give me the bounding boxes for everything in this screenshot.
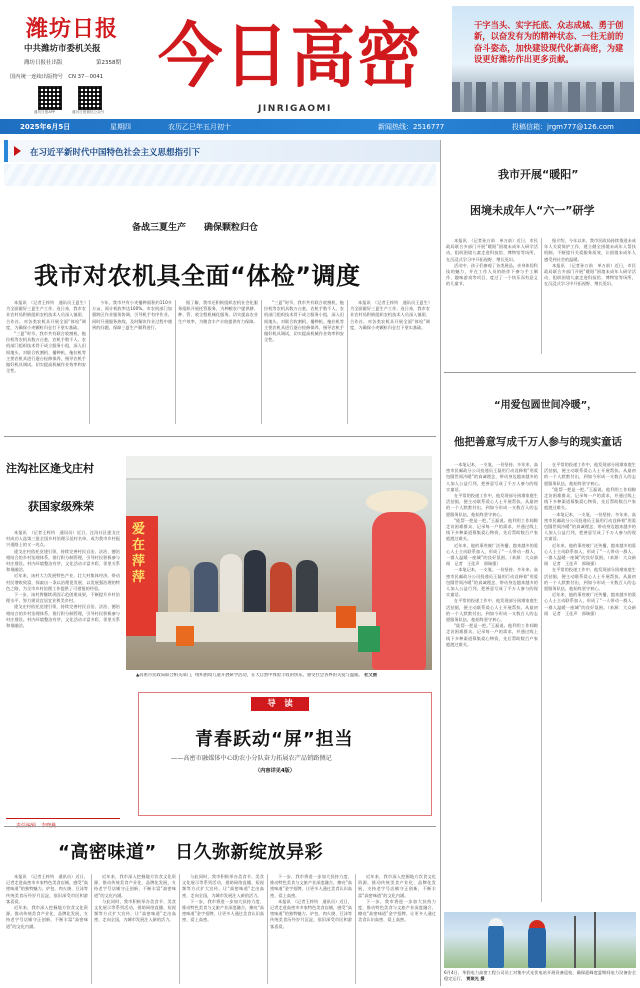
publisher: 中共潍坊市委机关报 — [24, 44, 101, 54]
dateline-weekday: 星期四 — [110, 123, 131, 131]
slogan-text: 干字当头、实字托底、众志成城、勇于创新，以奋发有为的精神状态、一往无前的奋斗姿态，加快建设现代化新高密，为建设更好潍坊作出更多贡献。 — [474, 20, 624, 65]
paragraph: 近年来，我市深入挖掘地方饮食文化资源，推动传统美食产业化、品牌化发展，支持老字号店铺守正创新，不断丰富“高密味道”的文化内涵。 — [358, 874, 436, 898]
section-rule — [4, 436, 436, 437]
banner-icon — [14, 146, 21, 156]
photo-caption — [136, 673, 428, 687]
paragraph: 据了解，我市还积极组织农机社会化服务组织开展托管服务，为种粮农户提供耕、种、管、收全程机械化服务，切实提高农业生产效率，为粮食丰产丰收提供有力保障。 — [178, 300, 258, 324]
paragraph: 近年来，他的事迹被广泛传播，越来越多的爱心人士主动联系加入，形成了“一人带动一群人、一群人温暖一座城”的良好氛围。（来源：大众新闻 记者 王佳声 郭瑞强） — [446, 542, 538, 567]
paragraph: 近年来，他的事迹被广泛传播，越来越多的爱心人士主动联系加入，形成了“一人带动一群人、一群人温暖一座城”的良好氛围。（来源：大众新闻 记者 王佳声 郭瑞强） — [544, 592, 636, 616]
column-rule — [541, 462, 542, 902]
publisher-2: 潍坊日报社出版 — [24, 60, 63, 66]
paper-title: 今日高密 — [158, 14, 423, 97]
paragraph: 本报讯 （记者王梓钧 通讯员）近日，记者走进高密市多家特色美食店铺，感受“高密味道”的独特魅力。炉包、肉火烧、豆沫等传统美食历经岁月沉淀，依旧深受市民和游客喜爱。 — [6, 874, 88, 904]
issue-number: 第2358期 — [96, 60, 121, 66]
paragraph: “能帮一把是一把。”王磊说。他利用工作间隙走访困难群众，记录每一户的需求，并通过线上线下多种渠道募集爱心物资，先后帮助数百户家庭渡过难关。 — [446, 623, 538, 647]
cn-number: 国内统一连续出版物号 CN 37－0041 — [10, 74, 104, 80]
paragraph: “三夏”时节，我市共有联合收割机、拖拉机等农机具数万台套，农机手数千人。农机部门组织技术骨干成立服务小组，深入田间地头，对联合收割机、播种机、拖拉机等主要农机具进行逐台检修保养，指导农机手做好机具调试，切实提高机械作业效率和安全性。 — [6, 331, 86, 374]
vertical-divider — [440, 140, 441, 986]
guide-page-ref: （内容详见4版） — [255, 768, 295, 774]
paragraph: “能帮一把是一把。”王磊说。他利用工作间隙走访困难群众，记录每一户的需求，并通过线上线下多种渠道募集爱心物资，先后帮助数百户家庭渡过难关。 — [446, 517, 538, 542]
paragraph: 逄戈庄村依托党建引领，持续完善村民自治、法治、德治相结合的乡村治理体系，推行积分制管理，引导村民积极参与村庄建设。村内环境整洁有序，文化活动丰富多彩，邻里关系和谐融洽。 — [6, 548, 120, 573]
dateline-date: 2025年6月5日 — [20, 123, 71, 131]
love-body-col-1 — [446, 462, 538, 910]
lead-kicker: 备战三夏生产 确保颗粒归仓 — [132, 223, 259, 233]
paragraph: 下一步，该村将继续巩固示范创建成果，不断提升乡村治理水平，努力建设宜居宜业和美乡村。 — [6, 592, 120, 604]
flavor-body-col-1 — [6, 874, 88, 986]
column-rule — [541, 238, 542, 354]
dateline-hotline: 新闻热线：2516777 — [378, 123, 445, 131]
bucket — [336, 606, 356, 628]
sun-hat — [366, 490, 428, 514]
helmet — [529, 920, 545, 928]
paper-pinyin: JINRIGAOMI — [258, 104, 332, 114]
harvest-photo — [126, 456, 432, 670]
paragraph: 本报讯 （记者王梓钧 通讯员）近日，记者走进高密市多家特色美食店铺，感受“高密味道”的独特魅力。炉包、肉火烧、豆沫等传统美食历经岁月沉淀，依旧深受市民和游客喜爱。 — [270, 898, 352, 929]
paragraph: 一本笔记本，一支笔，一份坚持。多年来，高密市民邮政分公司投递员王磊用行动诠释着“用爱包圆世间冷暖”的真诚理念，带动身边越来越多的人加入公益行列，把善意写成了千万人参与的现实童话。 — [446, 567, 538, 598]
column-rule — [347, 300, 348, 424]
photo-credit: 社文摄 — [364, 673, 378, 678]
warm-body-col-1 — [446, 238, 538, 358]
masthead — [0, 0, 640, 118]
crate — [358, 626, 380, 652]
flavor-body-col-2 — [94, 874, 176, 986]
flavor-body-col-3 — [182, 874, 264, 986]
paragraph: 今年，我市共有小麦播种面积约110多万亩，预计机收率达100%。市农机部门加强跨区作业服务协调，引导机手有序作业。同时开通服务热线，及时解决作业过程中遇到的问题，保障三夏生产顺利进行。 — [92, 300, 172, 330]
qr-code-app[interactable] — [38, 86, 62, 110]
paragraph: 一本笔记本，一支笔，一份坚持。多年来，高密市民邮政分公司投递员王磊用行动诠释着“用爱包圆世间冷暖”的真诚理念，带动身边越来越多的人加入公益行列，把善意写成了千万人参与的现实童话。 — [544, 511, 636, 542]
theme-banner — [4, 140, 440, 162]
photo-caption-text: ▲高密市民政局联合相关部门，组织困境儿童开展研学活动，在大自然中体验丰收的快乐，感受社会各界的关爱与温暖。 — [136, 673, 363, 678]
paragraph: 近年来，我市深入挖掘地方饮食文化资源，推动传统美食产业化、品牌化发展，支持老字号店铺守正创新，不断丰富“高密味道”的文化内涵。 — [94, 874, 176, 898]
canopy — [126, 456, 432, 480]
column-rule — [175, 300, 176, 424]
worker-figure — [528, 924, 546, 968]
warm-body-col-2 — [544, 238, 636, 358]
paragraph: 据介绍，今年以来，我市民政局持续推进未成年人关爱保护工作，建立健全困境未成年人帮扶机制，不断提升关爱服务质效，让困境未成年人感受到社会的温暖。 — [544, 238, 636, 262]
paragraph: 本报讯 （记者王梓钧 通讯员王夏生）为全面做好三夏生产工作，连日来，我市农业农村局积极组织农机技术人员深入镇街、合作社，对各类农机具开展全面“体检”调度，为确保小麦颗粒归仓打下坚实基础。 — [6, 300, 86, 330]
qr-code-wechat[interactable] — [78, 86, 102, 110]
banner-text: 在习近平新时代中国特色社会主义思想指引下 — [30, 148, 201, 158]
paragraph: “三夏”时节，我市共有联合收割机、拖拉机等农机具数万台套，农机手数千人。农机部门组织技术骨干成立服务小组，深入田间地头，对联合收割机、播种机、拖拉机等主要农机具进行逐台检修保养，指导农机手做好机具调试，切实提高机械作业效率和安全性。 — [264, 300, 344, 343]
qr-label-app: 潍坊日报APP — [34, 110, 56, 114]
village-headline-1: 注沟社区逄戈庄村 — [6, 462, 94, 475]
qr-label-wechat: 潍坊日报微信公众号 — [72, 110, 105, 114]
paragraph: 逄戈庄村依托党建引领，持续完善村民自治、法治、德治相结合的乡村治理体系，推行积分制管理，引导村民积极参与村庄建设。村内环境整洁有序，文化活动丰富多彩，邻里关系和谐融洽。 — [6, 604, 120, 629]
paragraph: 本报讯 （记者孙万前 单万前）近日，市民政局联合多部门开展“暖阳”困境未成年人研学活动，组织困境儿童走进科技馆、博物馆等场所，在沉浸式学习中开拓视野、增长见识。 — [446, 238, 538, 262]
love-body-col-2 — [544, 462, 636, 910]
warm-kicker: 我市开展“暖阳” — [498, 168, 579, 181]
woman-figure — [372, 512, 426, 670]
column-rule — [261, 300, 262, 424]
bucket — [176, 626, 194, 646]
column-rule — [355, 874, 356, 984]
paragraph: 一本笔记本，一支笔，一份坚持。多年来，高密市民邮政分公司投递员王磊用行动诠释着“用爱包圆世间冷暖”的真诚理念，带动身边越来越多的人加入公益行列，把善意写成了千万人参与的现实童话。 — [446, 462, 538, 492]
worker-figure — [488, 922, 504, 968]
editor-credit — [6, 818, 120, 831]
flavor-headline: “高密味道” 日久弥新绽放异彩 — [58, 842, 324, 863]
paragraph: 活动中，孩子们参观了各类展品，亲身体验科技的魅力，并在工作人员的陪伴下参与手工制作、趣味游戏等项目，度过了一个快乐而有意义的儿童节。 — [446, 262, 538, 287]
paragraph: “能帮一把是一把。”王磊说。他利用工作间隙走访困难群众，记录每一户的需求，并通过线上线下多种渠道募集爱心物资，先后帮助数百户家庭渡过难关。 — [544, 486, 636, 511]
column-rule — [89, 300, 90, 424]
guide-subhead: ——高密市融媒体中心助农小分队奋力拓展农产品销路侧记 — [171, 755, 332, 762]
lead-body-col-2 — [92, 300, 172, 430]
dateline-bar — [0, 119, 640, 134]
paragraph: 在平常的投递工作中，他发现部分困难家庭生活拮据，便主动联系爱心人士开展帮扶。从最初的一个人默默付出，到如今形成一支数百人的志愿服务队伍，他始终坚守初心。 — [446, 493, 538, 517]
paragraph: 下一步，我市将进一步加大扶持力度，推动特色美食与文旅产业深度融合，擦亮“高密味道”金字招牌，让更多人通过美食认识高密、爱上高密。 — [182, 898, 264, 923]
flavor-body-col-4 — [270, 874, 352, 986]
paragraph: 与此同时，我市积极举办美食节、美食文化展示等系列活动，借助网络直播、短视频等方式扩大宣传，让“高密味道”走出高密、走向全国，为城市发展注入新的活力。 — [182, 874, 264, 898]
paragraph: 本报讯 （记者王梓钧 通讯员王夏生）为全面做好三夏生产工作，连日来，我市农业农村局积极组织农机技术人员深入镇街、合作社，对各类农机具开展全面“体检”调度，为确保小麦颗粒归仓打下坚实基础。 — [350, 300, 430, 330]
paragraph: 下一步，我市将进一步加大扶持力度，推动特色美食与文旅产业深度融合，擦亮“高密味道”金字招牌，让更多人通过美食认识高密、爱上高密。 — [358, 898, 436, 923]
paragraph: 近年来，该村大力发展特色产业，壮大村集体经济，带动村民增收致富，探索出一条以治理促发展、以发展强治理的特色之路，为全市乡村治理工作提供了可借鉴的经验。 — [6, 573, 120, 591]
paragraph: 在平常的投递工作中，他发现部分困难家庭生活拮据，便主动联系爱心人士开展帮扶。从最初的一个人默默付出，到如今形成一支数百人的志愿服务队伍，他始终坚守初心。 — [544, 567, 636, 592]
lead-headline: 我市对农机具全面“体检”调度 — [34, 262, 361, 290]
paragraph: 近年来，他的事迹被广泛传播，越来越多的爱心人士主动联系加入，形成了“一人带动一群人、一群人温暖一座城”的良好氛围。（来源：大众新闻 记者 王佳声 郭瑞强） — [544, 542, 636, 567]
slogan-box — [452, 6, 634, 112]
lead-body-col-1 — [6, 300, 86, 430]
power-caption — [444, 970, 636, 986]
village-body — [6, 530, 120, 814]
column-rule — [179, 874, 180, 984]
column-rule — [91, 874, 92, 984]
paragraph: 近年来，我市深入挖掘地方饮食文化资源，推动传统美食产业化、品牌化发展，支持老字号店铺守正创新，不断丰富“高密味道”的文化内涵。 — [6, 905, 88, 929]
power-photo — [444, 912, 636, 968]
paragraph: 下一步，我市将进一步加大扶持力度，推动特色美食与文旅产业深度融合，擦亮“高密味道”金字招牌，让更多人通过美食认识高密、爱上高密。 — [270, 874, 352, 898]
guide-box[interactable] — [138, 692, 432, 816]
village-headline-2: 获国家级殊荣 — [28, 500, 94, 513]
sign-text: 爱在萍萍 — [132, 522, 146, 585]
paragraph: 本报讯 （记者王梓钧 通讯员）近日，注沟社区逄戈庄村成功入选第三批全国乡村治理示范村名单，成为我市乡村振兴道路上的又一亮点。 — [6, 530, 120, 548]
power-tower — [574, 916, 576, 968]
guide-label: 导 读 — [251, 697, 309, 711]
power-credit: 贾聚光 摄 — [466, 975, 485, 981]
paragraph: 与此同时，我市积极举办美食节、美食文化展示等系列活动，借助网络直播、短视频等方式扩大宣传，让“高密味道”走出高密、走向全国，为城市发展注入新的活力。 — [94, 898, 176, 923]
section-rule — [444, 372, 636, 373]
love-headline: 他把善意写成千万人参与的现实童话 — [454, 436, 622, 448]
dateline-lunar: 农历乙巳年五月初十 — [168, 123, 231, 131]
lead-body-col-3 — [178, 300, 258, 430]
love-kicker: “用爱包圆世间冷暖”， — [494, 400, 598, 411]
helmet — [489, 918, 503, 926]
dateline-email: 投稿信箱：jrgm777@126.com — [512, 123, 614, 131]
paragraph: 在平常的投递工作中，他发现部分困难家庭生活拮据，便主动联系爱心人士开展帮扶。从最初的一个人默默付出，到如今形成一支数百人的志愿服务队伍，他始终坚守初心。 — [446, 598, 538, 623]
paragraph: 在平常的投递工作中，他发现部分困难家庭生活拮据，便主动联系爱心人士开展帮扶。从最初的一个人默默付出，到如今形成一支数百人的志愿服务队伍，他始终坚守初心。 — [544, 462, 636, 486]
column-rule — [267, 874, 268, 984]
lead-body-col-4 — [264, 300, 344, 430]
section-rule — [4, 826, 436, 827]
power-caption-text: 6月4日，华润电力高密工程公司员工对集中式光伏电站开展设备巡检，确保迎峰度夏期间电力设备安全稳定运行。 — [444, 970, 636, 981]
paragraph: 本报讯 （记者孙万前 单万前）近日，市民政局联合多部门开展“暖阳”困境未成年人研学活动，组织困境儿童走进科技馆、博物馆等场所，在沉浸式学习中开拓视野、增长见识。 — [544, 262, 636, 287]
power-tower — [594, 912, 596, 968]
banner-decor — [4, 164, 436, 186]
warm-headline: 困境未成年人“六一”研学 — [470, 204, 595, 217]
flavor-body-col-5 — [358, 874, 436, 986]
lead-body-col-5 — [350, 300, 430, 430]
paper-name: 潍坊日报 — [26, 16, 119, 42]
guide-headline: 青春跃动“屏”担当 — [195, 729, 354, 750]
city-skyline — [452, 82, 634, 112]
